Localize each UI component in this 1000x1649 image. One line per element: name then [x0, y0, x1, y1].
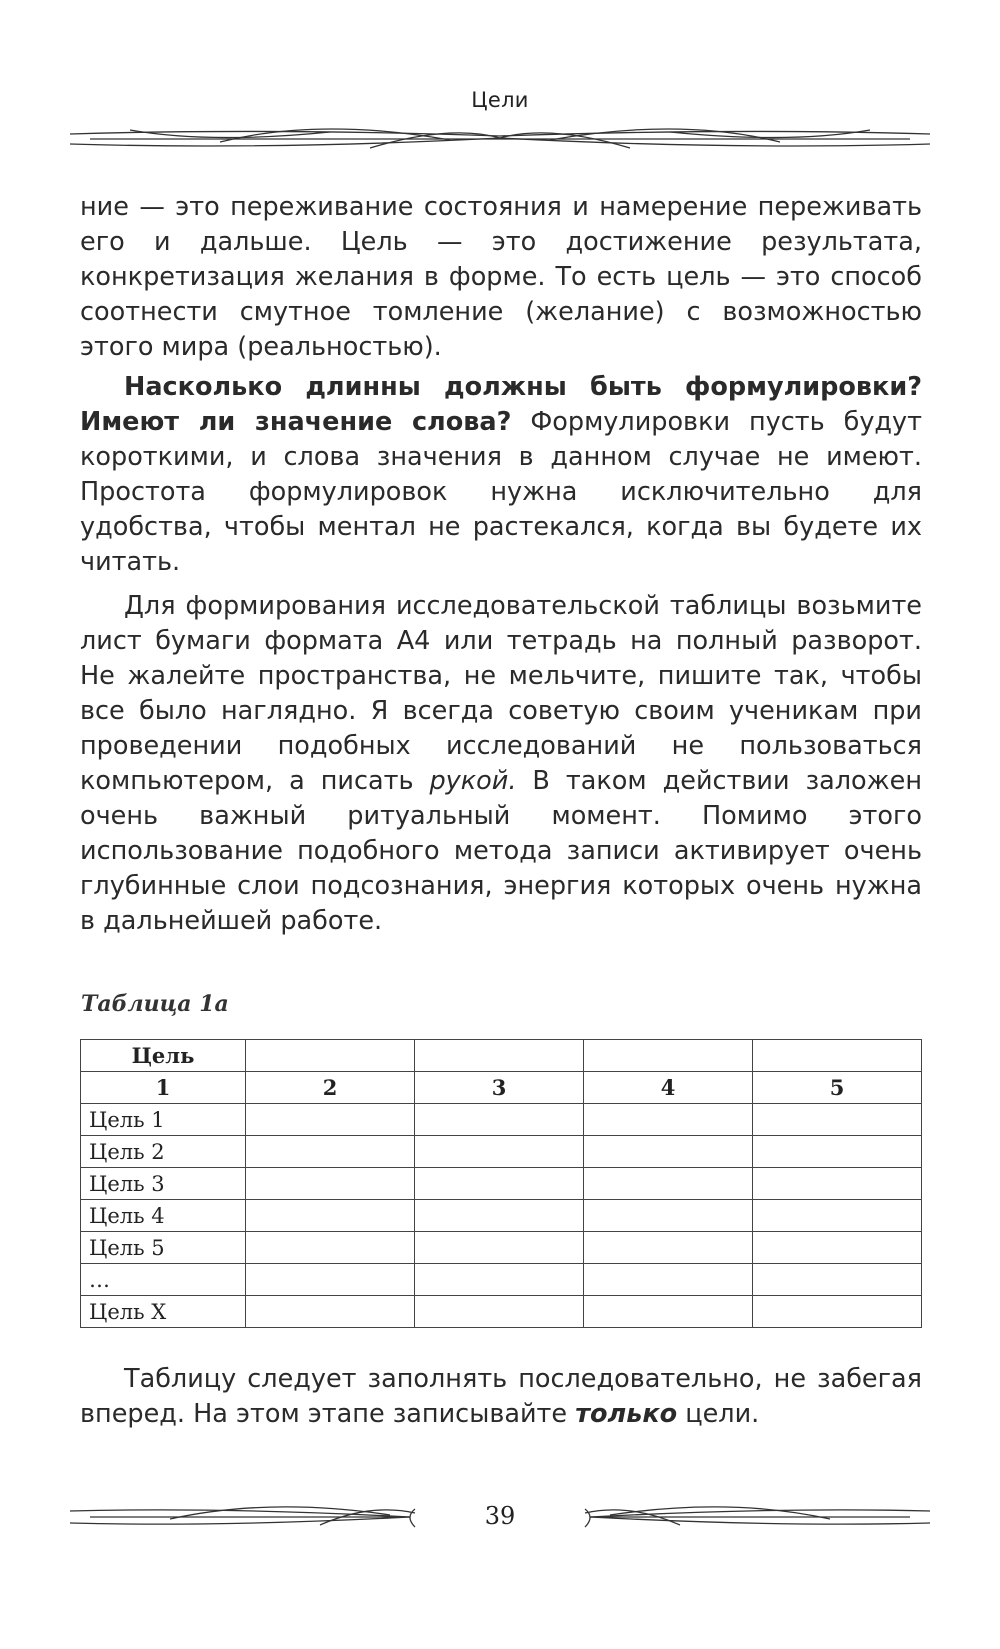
table-cell: [415, 1136, 584, 1168]
table-col-number: 4: [584, 1072, 753, 1104]
paragraph-2: [80, 370, 922, 580]
table-cell: [584, 1040, 753, 1072]
table-row: [81, 1104, 922, 1136]
paragraph-3-emphasis: рукой.: [429, 766, 517, 796]
table-caption: Таблица 1а: [81, 991, 229, 1017]
table-row-label: Цель X: [81, 1296, 246, 1328]
table-row: [81, 1296, 922, 1328]
page-number: 39: [484, 1502, 516, 1530]
goals-table: [80, 1039, 922, 1328]
table-cell: [415, 1200, 584, 1232]
table-cell: [753, 1232, 922, 1264]
table-cell: [753, 1168, 922, 1200]
paragraph-3: [80, 589, 922, 939]
table-cell: [584, 1264, 753, 1296]
paragraph-3-text-b: В таком действии заложен очень важный ритуальный момент. Помимо этого использование подобного метода записи активирует очень глубинные слои подсознания, энергия которых очень нужна в дальнейшей работе.: [80, 766, 922, 936]
table-header-goal: Цель: [81, 1040, 246, 1072]
table-cell: [246, 1104, 415, 1136]
paragraph-4: [80, 1362, 922, 1432]
table-cell: [246, 1168, 415, 1200]
table-cell: [753, 1136, 922, 1168]
table-cell: [584, 1200, 753, 1232]
table-cell: [415, 1232, 584, 1264]
table-cell: [584, 1136, 753, 1168]
table-cell: [415, 1104, 584, 1136]
table-row: [81, 1232, 922, 1264]
table-col-number: 3: [415, 1072, 584, 1104]
table-row-label: Цель 2: [81, 1136, 246, 1168]
paragraph-1: [80, 190, 922, 365]
table-cell: [415, 1264, 584, 1296]
table-cell: [753, 1200, 922, 1232]
paragraph-2-question: Насколько длинны должны быть формулировки? Имеют ли значение слова?: [80, 372, 922, 437]
paragraph-1-text: ние — это переживание состояния и намерение переживать его и дальше. Цель — это достижение результата, конкретизация желания в форме. То есть цель — это способ соотнести смутное томление (желание) с возможностью этого мира (реальностью).: [80, 192, 922, 362]
table-row-label: …: [81, 1264, 246, 1296]
table-row-label: Цель 4: [81, 1200, 246, 1232]
table-header-row-top: [81, 1040, 922, 1072]
table-header-row-numbers: [81, 1072, 922, 1104]
table-cell: [584, 1168, 753, 1200]
paragraph-4-text-a: Таблицу следует заполнять последовательно, не забегая вперед. На этом этапе записывайте: [80, 1364, 922, 1429]
table-row-label: Цель 1: [81, 1104, 246, 1136]
paragraph-3-text-a: Для формирования исследовательской таблицы возьмите лист бумаги формата А4 или тетрадь на полный разворот. Не жалейте пространства, не мельчите, пишите так, чтобы все было наглядно. Я всегда советую своим ученикам при проведении подобных исследований не пользоваться компьютером, а писать: [80, 591, 922, 796]
table-cell: [246, 1040, 415, 1072]
table-cell: [246, 1296, 415, 1328]
table-row: [81, 1264, 922, 1296]
table-cell: [753, 1296, 922, 1328]
table-cell: [584, 1296, 753, 1328]
table-row-label: Цель 5: [81, 1232, 246, 1264]
table-cell: [246, 1232, 415, 1264]
table-col-number: 5: [753, 1072, 922, 1104]
paragraph-4-emphasis: только: [575, 1399, 678, 1429]
table-col-number: 1: [81, 1072, 246, 1104]
table-row: [81, 1168, 922, 1200]
table-cell: [246, 1264, 415, 1296]
table-cell: [753, 1040, 922, 1072]
header-ornament: [70, 122, 930, 162]
table-cell: [246, 1136, 415, 1168]
table-cell: [584, 1232, 753, 1264]
table-cell: [415, 1296, 584, 1328]
table-cell: [415, 1168, 584, 1200]
table-cell: [246, 1200, 415, 1232]
paragraph-4-text-b: цели.: [677, 1399, 760, 1429]
table-row-label: Цель 3: [81, 1168, 246, 1200]
table-row: [81, 1136, 922, 1168]
paragraph-2-text: Формулировки пусть будут короткими, и слова значения в данном случае не имеют. Простота формулировок нужна исключительно для удобства, чтобы ментал не растекался, когда вы будете их читать.: [80, 407, 922, 577]
table-cell: [753, 1104, 922, 1136]
table-cell: [415, 1040, 584, 1072]
table-cell: [584, 1104, 753, 1136]
table-col-number: 2: [246, 1072, 415, 1104]
running-header: Цели: [471, 88, 529, 112]
table-row: [81, 1200, 922, 1232]
table-cell: [753, 1264, 922, 1296]
